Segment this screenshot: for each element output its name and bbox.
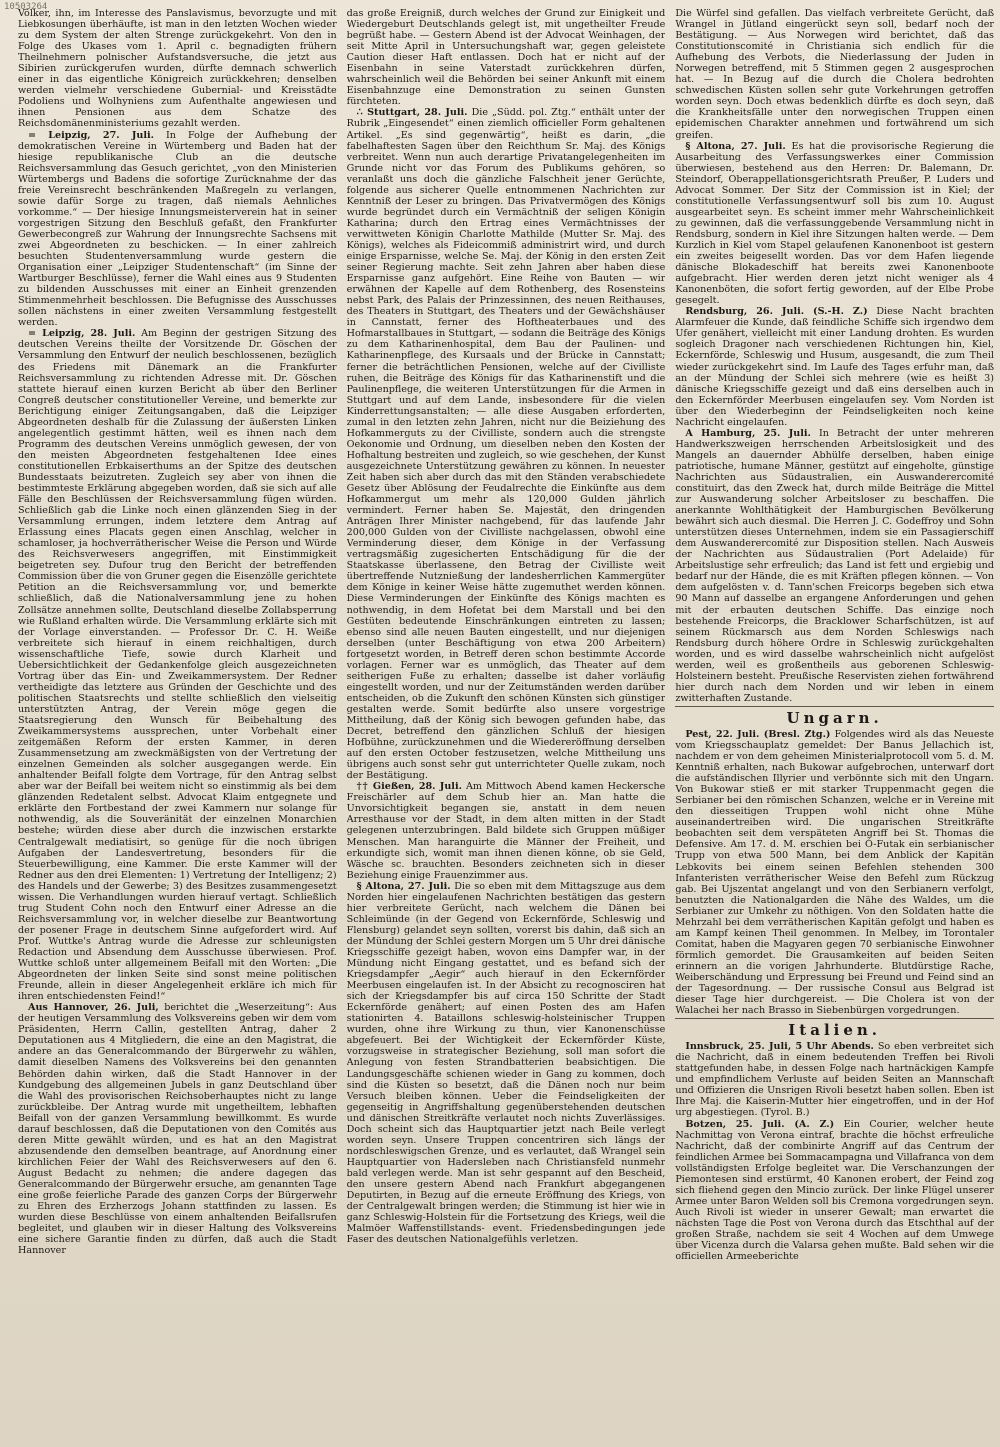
dateline: A Hamburg, 25. Juli.: [685, 427, 811, 439]
article-paragraph: [347, 881, 666, 1246]
article-text: Die „Südd. pol. Ztg.“ enthält unter der Rubrik „Eingesendet“ einen ziemlich officieller Form gehaltenen Artikel. „Es sind gegenwärtig“, heißt es darin, „die fabelhaftesten Sagen über den Reichthum Sr. Maj. des Königs verbreitet. Wenn nun auch derartige Privatangelegenheiten im Grunde nicht vor das Forum des Publikums gehören, so veranlaßt uns doch die gänzliche Falschheit jener Gerüchte, folgende aus sicherer Quelle entnommenen Nachrichten zur Kenntniß der Leser zu bringen. Das Privatvermögen des Königs wurde begründet durch ein Vermächtniß der seligen Königin Katharina; durch den Ertrag eines Vermächtnisses der verwittweten Königin Charlotte Mathilde (Mutter Sr. Maj. des Königs), welches als Fideicommiß administrirt wird, und durch einige Ersparnisse, welche Se. Maj. der König in den ersten Zeit seiner Regierung machte. Seit zehn Jahren aber haben diese Ersparnisse ganz aufgehört. Eine Reihe von Bauten — wir erwähnen der Kapelle auf dem Rothenberg, des Rosensteins nebst Park, des Palais der Prinzessinnen, des neuen Reithauses, des Theaters in Stuttgart, des Theaters und der Gewächshäuser in Cannstatt, ferner des Hoftheaterbaues und des Hofmarstallbaues in Stuttgart, — sodann die Beiträge des Königs zu dem Katharinenhospital, dem Bau der Paulinen- und Katharinenpflege, des Kursaals und der Brücke in Cannstatt; ferner die beträchtlichen Pensionen, welche auf der Civilliste ruhen, die Beiträge des Königs für das Katharinenstift und die Paulinenpflege, die weiteren Unterstützungen für die Armen in Stuttgart und auf dem Lande, insbesondere für die vielen Kinderrettungsanstalten; — alle diese Ausgaben erforderten, zumal in den letzten zehn Jahren, nicht nur die Beiziehung des Hofkammerguts zu der Civilliste, sondern auch die strengste Oekonomie und Ordnung, um dieselben neben den Kosten der Hofhaltung bestreiten und zugleich, so wie geschehen, der Kunst ausgezeichnete Unterstützung gewähren zu können. In neuester Zeit haben sich aber durch das mit den Ständen verabschiedete Gesetz über Ablösung der Feudalrechte die Einkünfte aus dem Hofkammergut um mehr als 120,000 Gulden jährlich vermindert. Ferner haben Se. Majestät, den dringenden Anträgen Ihrer Minister nachgebend, für das laufende Jahr 200,000 Gulden von der Civilliste nachgelassen, obwohl eine Verminderung dieser, dem Könige in der Verfassung vertragsmäßig zugesicherten Entschädigung für die der Staatskasse überlassene, den Betrag der Civilliste weit übertreffende Nutznießung der landesherrlichen Kammergüter dem Könige in keiner Weise hätte zugemuthet werden können. Diese Verminderungen der Einkünfte des Königs machten es nothwendig, in dem Hofetat bei dem Marstall und bei den Gestüten bedeutende Einschränkungen eintreten zu lassen; ebenso sind alle neuen Bauten eingestellt, und nur diejenigen derselben (unter Beschäftigung von etwa 200 Arbeitern) fortgesetzt worden, in Betreff deren schon bestimmte Accorde vorlagen. Ferner war es unmöglich, das Theater auf dem seitherigen Fuße zu erhalten; dasselbe ist daher vorläufig eingestellt worden, und nur der Zeitumständen werden darüber entscheiden, ob die Zukunft den schönen Künsten sich günstiger gestalten werde. Somit bedürfte also unsere vorgestrige Mittheilung, daß der König sich bewogen gefunden habe, das Decret, betreffend den gänzlichen Schluß der hiesigen Hofbühne, zurückzunehmen und die Wiedereröffnung derselben auf den ersten October festzusetzen, welche Mittheilung uns übrigens auch sonst sehr gut unterrichteter Quelle zukam, noch der Bestätigung.: [346, 107, 666, 782]
article-paragraph: [347, 781, 666, 880]
article-paragraph: [675, 141, 994, 307]
article-paragraph: [675, 306, 994, 428]
article-paragraph: [675, 428, 994, 704]
article-paragraph: [18, 130, 337, 329]
section-rule: [675, 706, 994, 707]
columns: [18, 8, 994, 1441]
section-rule: [675, 1018, 994, 1019]
dateline: Aus Hannover, 26. Juli,: [28, 1002, 159, 1014]
article-paragraph: [18, 1002, 337, 1256]
section-heading: Italien.: [788, 1021, 882, 1040]
article-text: In Betracht der unter mehreren Handwerkszweigen herrschenden Arbeitslosigkeit und des Mangels an dauernder Abhülfe derselben, haben einige patriotische, humane Männer, gestützt auf eingeholte, günstige Nachrichten aus Südaustralien, ein Auswanderercomité constituirt, das den Zweck hat, durch milde Beiträge die Mittel zur Auswanderung solcher Arbeitsloser zu beschaffen. Die anerkannte Wohlthätigkeit der Hamburgischen Bevölkerung bewährt sich auch diesmal. Die Herren J. C. Godeffroy und Sohn unterstützen dieses Unternehmen, indem sie ein Passagierschiff dem Auswanderercomité zur Disposition stellen. Nach Ausweis der Nachrichten aus Südaustralien (Port Adelaide) für Arbeitslustige sehr erfreulich; das Land ist fett und ergiebig und bedarf nur der Hände, die es mit Kräften pflegen können. — Von dem aufgelösten v. d. Tann'schen Freicorps begeben sich etwa 90 Mann auf dasselbe an ergangene Anforderungen und gehen mit der erbauten deutschen Schiffe. Das einzige noch bestehende Freicorps, die Bracklower Scharfschützen, ist auf seinem Rückmarsch aus dem Norden Schleswigs nach Rendsburg durch höhere Ordre in Schleswig zurückgehalten worden, und es wird dasselbe wahrscheinlich nicht aufgelöst werden, weil es großentheils aus geborenen Schleswig-Holsteinern besteht. Preußische Reservisten ziehen fortwährend hier durch nach dem Norden und wir leben in einem zwitterhaften Zustande.: [675, 427, 994, 704]
dateline: Innsbruck, 25. Juli, 5 Uhr Abends.: [685, 1041, 874, 1053]
article-paragraph: [347, 107, 666, 781]
column-left: [18, 8, 337, 1441]
article-text: berichtet die „Weserzeitung“: Aus der heutigen Versammlung des Volksvereins geben wir dem vom Präsidenten, Herrn Callin, gestellten Antrag, daher 2 Deputationen aus 4 Mitgliedern, die eine an den Magistrat, die andere an das Generalcommando der Bürgerwehr zu wählen, damit dieselben Namens des Volksvereins bei den genannten Behörden dahin wirken, daß die Stadt Hannover in der Kundgebung des allgemeinen Jubels in ganz Deutschland über die Wahl des provisorischen Reichsoberhauptes nicht zu lange zurückbleibe. Der Antrag wurde mit ungetheiltem, lebhaften Beifall von der ganzen Versammlung bewillkommt. Es wurde darauf beschlossen, daß die Deputationen von den Comités aus deren Mitte gewählt würden, und es hat an den Magistrat abzusendende den demselben beantrage, auf Anordnung einer kirchlichen Feier der Wahl des Reichsverwesers auf den 6. August Bedacht zu nehmen; die andere dagegen das Generalcommando der Bürgerwehr ersuche, am genannten Tage eine große feierliche Parade des ganzen Corps der Bürgerwehr zu Ehren des Erzherzogs Johann stattfinden zu lassen. Es wurden diese Beschlüsse von einem anhaltenden Beifallsrufen begleitet, und glauben wir in dieser Haltung des Volksvereins eine sichere Garantie finden zu dürfen, daß auch die Stadt Hannover: [18, 1002, 337, 1257]
article-paragraph: [675, 8, 994, 141]
article-paragraph: [675, 1041, 994, 1118]
article-text: In Folge der Aufhebung der demokratischen Vereine in Würtemberg und Baden hat der hiesige republikanische Club an die deutsche Reichsversammlung das Gesuch gerichtet, „von den Ministerien Würtembergs und Badens die sofortige Zurücknahme der das freie Vereinsrecht beschränkenden Maßregeln zu verlangen, sowie dafür Sorge zu tragen, daß niemals Aehnliches vorkomme.“ — Der hiesige Innungsmeisterverein hat in seiner vorgestrigen Sitzung den Beschluß gefaßt, den Frankfurter Gewerbecongreß zur Wahrung der Innungsrechte Sachsens mit zwei Abgeordneten zu beschicken. — In einer zahlreich besuchten Studentenversammlung wurde gestern die Organisation einer „Leipziger Studentenschaft“ (im Sinne der Wartburger Beschlüsse), ferner die Wahl eines aus 9 Studenten zu bildenden Ausschusses mit einer an Einheit grenzenden Stimmenmehrheit beschlossen. Die Befugnisse des Ausschusses sollen nächstens in einer zweiten Versammlung festgestellt werden.: [18, 129, 337, 329]
article-paragraph: [347, 8, 666, 107]
dateline: § Altona, 27. Juli.: [685, 140, 786, 152]
article-text: Ein Courier, welcher heute Nachmittag von Verona eintraf, brachte die höchst erfreuliche Nachricht, daß der combinirte Angriff auf das Centrum der feindlichen Armee bei Sommacampagna und Villafranca von dem vollständigsten Erfolge begleitet war. Die Verschanzungen der Piemontesen sind erstürmt, 40 Kanonen erobert, der Feind zog sich fliehend gegen den Mincio zurück. Der linke Flügel unserer Armee unter Baron Welden soll bis Cremona vorgedrungen seyn. Auch Rivoli ist wieder in unserer Gewalt; man erwartet die nächsten Tage die Post von Verona durch das Etschthal auf der großen Straße, nachdem sie seit 4 Wochen auf dem Umwege über Vicenza durch die Valarsa gehen mußte. Bald sehen wir die officiellen Armeeberichte: [675, 1118, 994, 1263]
dateline: Pest, 22. Juli. (Bresl. Ztg.): [685, 728, 831, 740]
article-paragraph: [675, 1119, 994, 1263]
article-text: Die so eben mit dem Mittagszuge aus dem Norden hier eingelaufenen Nachrichten bestätigen das gestern hier verbreitete Gerücht, nach welchem die Dänen bei Schleimünde (in der Gegend von Eckernförde, Schleswig und Flensburg) gelandet seyn sollten, vorerst bis dahin, daß sich an der Mündung der Schlei gestern Morgen um 5 Uhr drei dänische Kriegsschiffe gezeigt haben, wovon eins Dampfer war, in der Mündung nicht Eingang gestattet, und es befand sich der Kriegsdampfer „Aegir“ auch hierauf in den Eckernförder Meerbusen eingelaufen ist. In der Absicht zu recognosciren hat sich der Kriegsdampfer bis auf circa 150 Schritte der Stadt Eckernförde genähert; auf einen Posten des am Hafen stationirten 4. Bataillons schleswig-holsteinischer Truppen wurden, ohne ihre Wirkung zu thun, vier Kanonenschüsse abgefeuert. Bei der Wichtigkeit der Eckernförder Küste, vorzugsweise in strategischer Beziehung, soll man sofort die Anlegung von festen Strandbatterien beabsichtigen. Die Landungsgeschäfte schienen wieder in Gang zu kommen, doch sind die Küsten so besetzt, daß die Dänen noch nur beim Versuch bleiben können. Ueber die Feindseligkeiten der gegenseitig in Angriffshaltung gegenüberstehenden deutschen und dänischen Streitkräfte verlautet noch nichts Zuverlässiges. Doch scheint sich das Hauptquartier jetzt nach Beile verlegt worden seyn. Unsere Truppen concentriren sich längs der nordschleswigschen Grenze, und es verlautet, daß Wrangel sein Hauptquartier von Hadersleben nach Christiansfeld nunmehr bald verlegen werde. Man ist sehr gespannt auf den Bescheid, den unsere gestern Abend nach Frankfurt abgegangenen Deputirten, in Bezug auf die erneute Eröffnung des Kriegs, von der Centralgewalt bringen werden; die Stimmung ist hier wie in ganz Schleswig-Holstein für die Fortsetzung des Kriegs, weil die Malmöer Waffenstillstands- event. Friedensbedingungen jede Faser des deutschen Nationalgefühls verletzen.: [346, 880, 666, 1246]
article-text: So eben verbreitet sich die Nachricht, daß in einem bedeutenden Treffen bei Rivoli stattgefunden habe, in dessen Folge nach hartnäckigen Kampfe und empfindlichem Verluste auf beiden Seiten an Mannschaft und Offizieren die Unsrigen Rivoli besetzt haben sollen. Eben ist Ihre Maj. die Kaiserin-Mutter hier eingetroffen, und in der Hof urg abgestiegen. (Tyrol. B.): [675, 1041, 994, 1119]
article-text: Völker, ihn, im Interesse des Panslavismus, bevorzugte und mit Liebkosungen überhäufte, ist man in den letzten Wochen wieder zu dem System der alten Strenge zurückgekehrt. Von den in Folge des Ukases vom 1. April c. begnadigten frühern Theilnehmern polnischer Aufstandsversuche, die jetzt aus Sibirien zurückgerufen wurden, dürfte demnach schwerlich einer in das eigentliche Königreich zurückkehren; denselben werden vielmehr verschiedene Gubernial- und Kreisstädte Podoliens und Wolhyniens zum Aufenthalte angewiesen und ihnen Pensionen aus dem Schatze des Reichsdomänenministeriums gezahlt werden.: [18, 8, 337, 130]
column-right: [675, 8, 994, 1441]
dateline: †† Gießen, 28. Juli.: [356, 781, 462, 793]
dateline: Rendsburg, 26. Juli. (S.-H. Z.): [685, 306, 868, 318]
article-text: Die Würfel sind gefallen. Das vielfach verbreitete Gerücht, daß Wrangel in Jütland eingerückt seyn soll, bedarf noch der Bestätigung. — Aus Norwegen wird berichtet, daß das Constitutionscomité in Christiania sich endlich für die Aufhebung des Verbots, die Niederlassung der Juden in Norwegen betreffend, mit 5 Stimmen gegen 2 ausgesprochen hat. — In Bezug auf die durch die Cholera bedrohten schwedischen Küsten sollen sehr gute Vorkehrungen getroffen worden seyn. Doch etwas bedenklich dürfte es doch seyn, daß die Krankheitsfälle unter den norwegischen Truppen einen epidemischen Charakter annehmen und fortwährend um sich greifen.: [675, 8, 994, 141]
article-text: Folgendes wird als das Neueste vom Kriegsschauplatz gemeldet: Der Banus Jellachich ist, nachdem er von dem geheimen Ministerialprotocoll vom 5. d. M. Kenntniß erhalten, nach Bukowar aufgebrochen, unterwarf dort die aufständischen Illyrier und verbönnte sich mit den Ungarn. Von Bukowar stieß er mit starker Truppenmacht gegen die Serbianer bei den römischen Schanzen, welche er in Vereine mit den diesseitigen Truppen wohl nicht ohne Mühe auseinandertreiben wird. Die ungarischen Streitkräfte beobachten seit dem verspäteten Angriff bei St. Thomas die Defensive. Am 17. d. M. erschien bei Ó-Futak ein serbianischer Trupp von etwa 500 Mann, bei dem Anblick der Kapitän Lebkovits bei einem seinen Befehlen stehenden 300 Infanteristen verrätherischer Weise den Befehl zum Rückzug gab. Bei Ujszentat angelangt und von den Serbianern verfolgt, benutzten die Nationalgarden die Nähe des Waldes, um die Serbianer zur Umkehr zu nöthigen. Von den Soldaten hatte die Mehrzahl bei dem verrätherischen Kapitän gefolgt und haben es am Kampf keinen Theil genommen. In Melbey, im Torontaler Comitat, haben die Magyaren gegen 70 serbianische Einwohner förmlich gemordet. Die Grausamkeiten auf beiden Seiten erinnern an die vorigen Jahrhunderte. Blutdürstige Rache, Weiberschändung und Erpressung bei Freund und Feind sind an der Tagesordnung. — Der russische Consul aus Belgrad ist dieser Tage hier durchgereist. — Die Cholera ist von der Walachei her nach Brasso in Siebenbürgen vorgedrungen.: [675, 728, 994, 1017]
reference-number: 10503264: [4, 2, 48, 12]
dateline: = Leipzig, 28. Juli.: [28, 328, 136, 340]
article-text: Am Mittwoch Abend kamen Heckersche Freischärler auf dem Schub hier an. Man hatte die Unvorsichtigkeit begangen sie, anstatt in dem neuen Arresthause vor der Stadt, in dem alten mitten in der Stadt gelegenen unterzubringen. Bald bildete sich Gruppen müßiger Menschen. Man haranguirte die Männer der Freiheit, und erkundigte sich, womit man ihnen dienen könne, ob sie Geld, Wäsche sc. brauchten. Besonders zeichneten sich in dieser Beziehung einige Frauenzimmer aus.: [346, 781, 666, 881]
dateline: Botzen, 25. Juli. (A. Z.): [685, 1118, 835, 1130]
dateline: § Altona, 27. Juli.: [356, 880, 451, 892]
article-paragraph: [18, 8, 337, 130]
section-heading: Ungarn.: [786, 708, 883, 727]
dateline: ∴ Stuttgart, 28. Juli.: [356, 107, 468, 119]
dateline: = Leipzig, 27. Juli.: [28, 129, 155, 141]
article-paragraph: [675, 729, 994, 1016]
article-paragraph: [18, 328, 337, 1002]
article-text: Es hat die provisorische Regierung die Ausarbeitung des Verfassungswerkes einer Commission überwiesen, bestehend aus den Herren: Dr. Balemann, Dr. Steindorf, Oberappellationsgerichtsrath Preußer, P. Luders und Advocat Sommer. Der Sitz der Commission ist in Kiel; der constitutionelle Verfassungsentwurf soll bis zum 10. August ausgearbeitet seyn. Es scheint immer mehr Wahrscheinlichkeit zu gewinnen, daß die verfassunggebende Versammlung nicht in Rendsburg, sondern in Kiel ihre Sitzungen halten werde. — Dem Kurzlich in Kiel vom Stapel gelaufenen Kanonenboot ist gestern ein zweites beigesellt worden. Das vor dem Hafen liegende dänische Blokadeschiff hat bereits zwei Kanonenboote aufgebracht. Hier werden deren jetzt nicht weniger als 4 Kanonenböten, die sofort fertig geworden, auf der Elbe Probe gesegelt.: [675, 140, 994, 307]
column-middle: [347, 8, 666, 1441]
article-text: Diese Nacht brachten Alarmfeuer die Kunde, daß feindliche Schiffe sich irgendwo dem Ufer genähert, vielleicht mit einer Landung drohten. Es wurden sogleich Dragoner nach verschiedenen Richtungen hin, Kiel, Eckernförde, Schleswig und Husum, ausgesandt, die zum Theil wieder zurückgekehrt sind. Im Laufe des Tages erfuhr man, daß an der Mündung der Schlei sich mehrere (wie es heißt 3) dänische Kriegsschiffe gezeigt und daß eins derselben auch in den Eckernförder Meerbusen eingelaufen sey. Vom Norden ist über den Wiederbeginn der Feindseligkeiten noch keine Nachricht eingelaufen.: [675, 306, 994, 428]
article-text: das große Ereigniß, durch welches der Grund zur Einigkeit und Wiedergeburt Deutschlands gelegt ist, mit ungetheilter Freude begrüßt habe. — Gestern Abend ist der Advocat Weinhagen, der seit Mitte April in Untersuchungshaft war, gegen geleistete Caution dieser Haft entlassen. Doch hat er nicht auf der Eisenbahn in seine Vaterstadt zurückkehren dürfen, wahrscheinlich weil die Behörden bei seiner Ankunft mit einem Eisenbahnzuge eine Demonstration zu seinen Gunsten fürchteten.: [346, 8, 666, 108]
article-text: Am Beginn der gestrigen Sitzung des deutschen Vereins theilte der Vorsitzende Dr. Göschen der Versammlung den Entwurf der neulich beschlossenen, bezüglich des Friedens mit Dänemark an die Frankfurter Reichsversammlung zu richtenden Adresse mit. Dr. Göschen stattete hierauf einen kurzen Bericht ab über den Berliner Congreß deutscher constitutioneller Vereine, und bemerkte zur Berichtigung einiger Zeitungsangaben, daß die Leipziger Abgeordneten deshalb für die Zulassung der äußersten Linken angelegentlich gestimmt hätten, weil es ihnen nach dem Programm des deutschen Vereins unmöglich gewesen, der von den meisten Abgeordneten festgehaltenen Idee eines constitutionellen Erbkaiserthums an der Spitze des deutschen Bundesstaats beizutreten. Zugleich sey aber von ihnen die bestimmteste Erklärung abgegeben worden, daß sie sich auf alle Fälle den Beschlüssen der Reichsversammlung fügen würden. Schließlich gab die Linke noch einen glänzenden Sieg in der Versammlung errungen, indem letztere dem Antrag auf Erlassung eines Placats gegen einen Anschlag, welcher in schamloser, ja hochverrätherischer Weise die Person und Würde des Reichsverwesers angegriffen, mit Einstimmigkeit beigetreten sey. Dufour trug den Bericht der betreffenden Commission über die von Gruner gegen die Eisenzölle gerichtete Petition an die Reichsversammlung vor, und bemerkte schließlich, daß die Nationalversammlung jene zu hohen Zollsätze annehmen sollte, Deutschland dieselbe Zollabsperrung wie Rußland erhalten würde. Die Versammlung erklärte sich mit der Vorlage einverstanden. — Professor Dr. C. H. Weiße verbreitete sich hierauf in einem reichhaltigen, durch wissenschaftliche Tiefe, sowie durch Klarheit und Uebersichtlichkeit der Gedankenfolge gleich ausgezeichneten Vortrag über das Ein- und Zweikammersystem. Der Redner vertheidigte das letztere aus Gründen der Geschichte und des politischen Staatsrechts und stellte schließlich den vielseitig unterstützten Antrag, der Verein möge gegen die Staatsregierung den Wunsch für Beibehaltung des Zweikammersystems aussprechen, unter Vorbehalt einer zeitgemäßen Reform der ersten Kammer, in deren Zusammensetzung am zweckmäßigsten von der Vertretung der einzelnen Gemeinden als solcher ausgegangen werde. Ein anhaltender Beifall folgte dem Vortrage, für den Antrag selbst aber war der Beifall bei weitem nicht so einstimmig als bei dem glänzenden Redetalent selbst. Advocat Klaim entgegnete und erklärte den Fortbestand der zwei Kammern nur solange für nothwendig, als die Souveränität der einzelnen Monarchien bestehe; würden diese aber durch die inzwischen erstarkte Centralgewalt mediatisirt, so genüge für die noch übrigen Aufgaben der Landesvertretung, besonders für die Steuerbewilligung, eine Kammer. Die erste Kammer will der Redner aus den drei Elementen: 1) Vertretung der Intelligenz; 2) des Handels und der Gewerbe; 3) des Besitzes zusammengesetzt wissen. Die Verhandlungen wurden hierauf vertagt. Schließlich trug Student Cohn noch den Entwurf einer Adresse an die Reichsversammlung vor, in welcher dieselbe zur Beantwortung der posener Frage in deutschem Sinne aufgefordert wird. Auf Prof. Wuttke's Antrag wurde die Adresse zur schleunigsten Redaction und Absendung dem Ausschusse überwiesen. Prof. Wuttke schloß unter allgemeinem Beifall mit den Worten: „Die Abgeordneten der linken Seite sind sonst meine politischen Freunde, allein in dieser Angelegenheit erkläre ich mich für ihren entschiedensten Feind!“: [18, 328, 337, 1003]
